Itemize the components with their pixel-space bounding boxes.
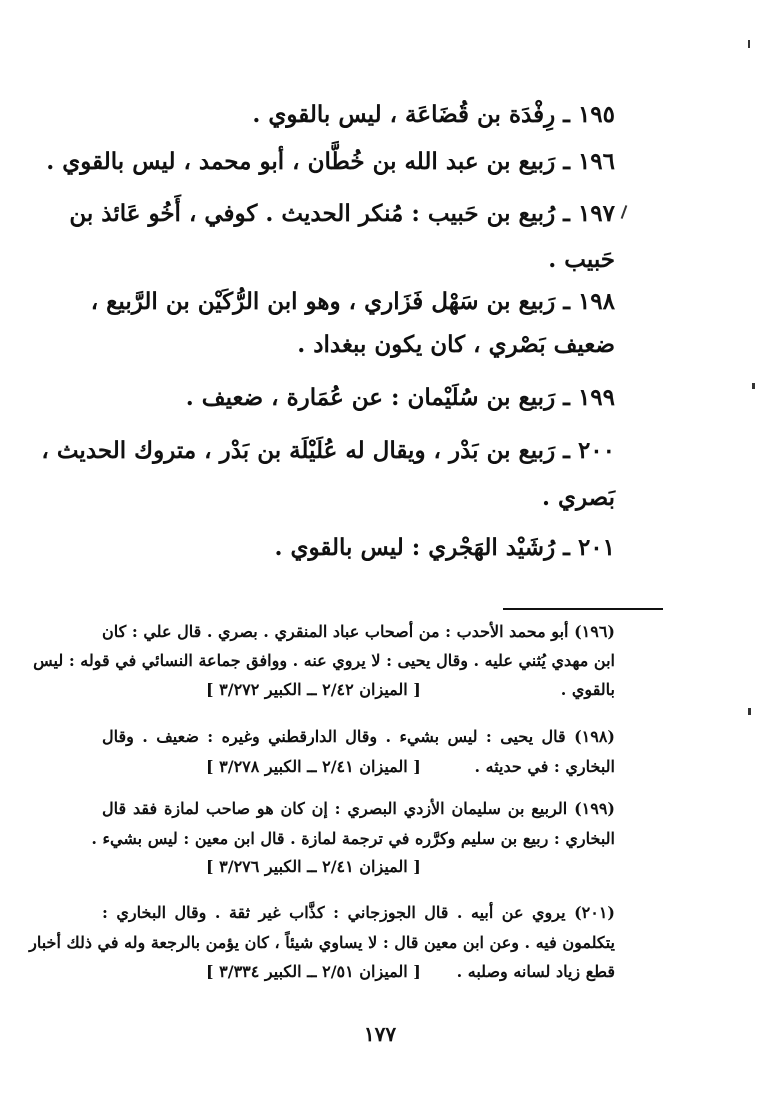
entry-200-line1: ٢٠٠ ـ رَبيع بن بَدْر ، ويقال له عُلَيْلَة بن بَدْر ، متروك الحديث ، [41,437,615,464]
footnote-199-reference: [ الميزان ٢/٤١ ــ الكبير ٣/٢٧٦ ] [206,857,421,876]
footnote-198-line1: (١٩٨) قال يحيى : ليس بشيء . وقال الدارقطني وغيره : ضعيف . وقال [102,727,615,746]
entry-198-line2: ضعيف بَصْري ، كان يكون ببغداد . [297,331,615,358]
footnote-201-line2: يتكلمون فيه . وعن ابن معين قال : لا يساوي شيئاً ، كان يؤمن بالرجعة وله في ذلك أخبار [29,933,615,952]
scan-mark [621,205,628,219]
entry-196: ١٩٦ ـ رَبيع بن عبد الله بن خُطَّان ، أبو محمد ، ليس بالقوي . [46,148,615,175]
footnote-196-line1: (١٩٦) أبو محمد الأحدب : من أصحاب عباد المنقري . بصري . قال علي : كان [102,622,615,641]
footnote-199-line2: البخاري : ربيع بن سليم وكرَّره في ترجمة لمازة . قال ابن معين : ليس بشيء . [91,829,615,848]
entry-195: ١٩٥ ـ رِفْدَة بن قُضَاعَة ، ليس بالقوي . [252,101,615,128]
footnote-198-reference: [ الميزان ٢/٤١ ــ الكبير ٣/٢٧٨ ] [206,757,421,776]
entry-197-line2: حَبيب . [548,246,615,273]
footnote-separator [503,608,663,610]
footnote-201-reference: [ الميزان ٢/٥١ ــ الكبير ٣/٣٣٤ ] [206,962,421,981]
scan-mark [748,40,750,48]
entry-201: ٢٠١ ـ رُشَيْد الهَجْري : ليس بالقوي . [274,534,615,561]
footnote-198-line2: البخاري : في حديثه . [474,757,615,776]
footnote-196-line2: ابن مهدي يُثني عليه . وقال يحيى : لا يروي عنه . ووافق جماعة النسائي في قوله : ليس [33,651,615,670]
entry-198-line1: ١٩٨ ـ رَبيع بن سَهْل فَزَاري ، وهو ابن الرُّكَيْن بن الرَّبيع ، [90,288,615,315]
footnote-199-line1: (١٩٩) الربيع بن سليمان الأزدي البصري : إن كان هو صاحب لمازة فقد قال [102,799,615,818]
scan-mark [748,708,751,715]
footnote-201-line3: قطع زياد لسانه وصلبه . [456,962,615,981]
scan-mark [752,383,755,389]
footnote-201-line1: (٢٠١) يروي عن أبيه . قال الجوزجاني : كذَّاب غير ثقة . وقال البخاري : [102,903,615,922]
page-number: ١٧٧ [363,1022,397,1046]
entry-199: ١٩٩ ـ رَبيع بن سُلَيْمان : عن عُمَارة ، ضعيف . [185,384,615,411]
footnote-196-line3: بالقوي . [560,680,615,699]
footnote-196-reference: [ الميزان ٢/٤٢ ــ الكبير ٣/٢٧٢ ] [206,680,421,699]
entry-200-line2: بَصري . [541,484,615,511]
entry-197-line1: ١٩٧ ـ رُبيع بن حَبيب : مُنكر الحديث . كوفي ، أَخُو عَائذ بن [69,200,615,227]
